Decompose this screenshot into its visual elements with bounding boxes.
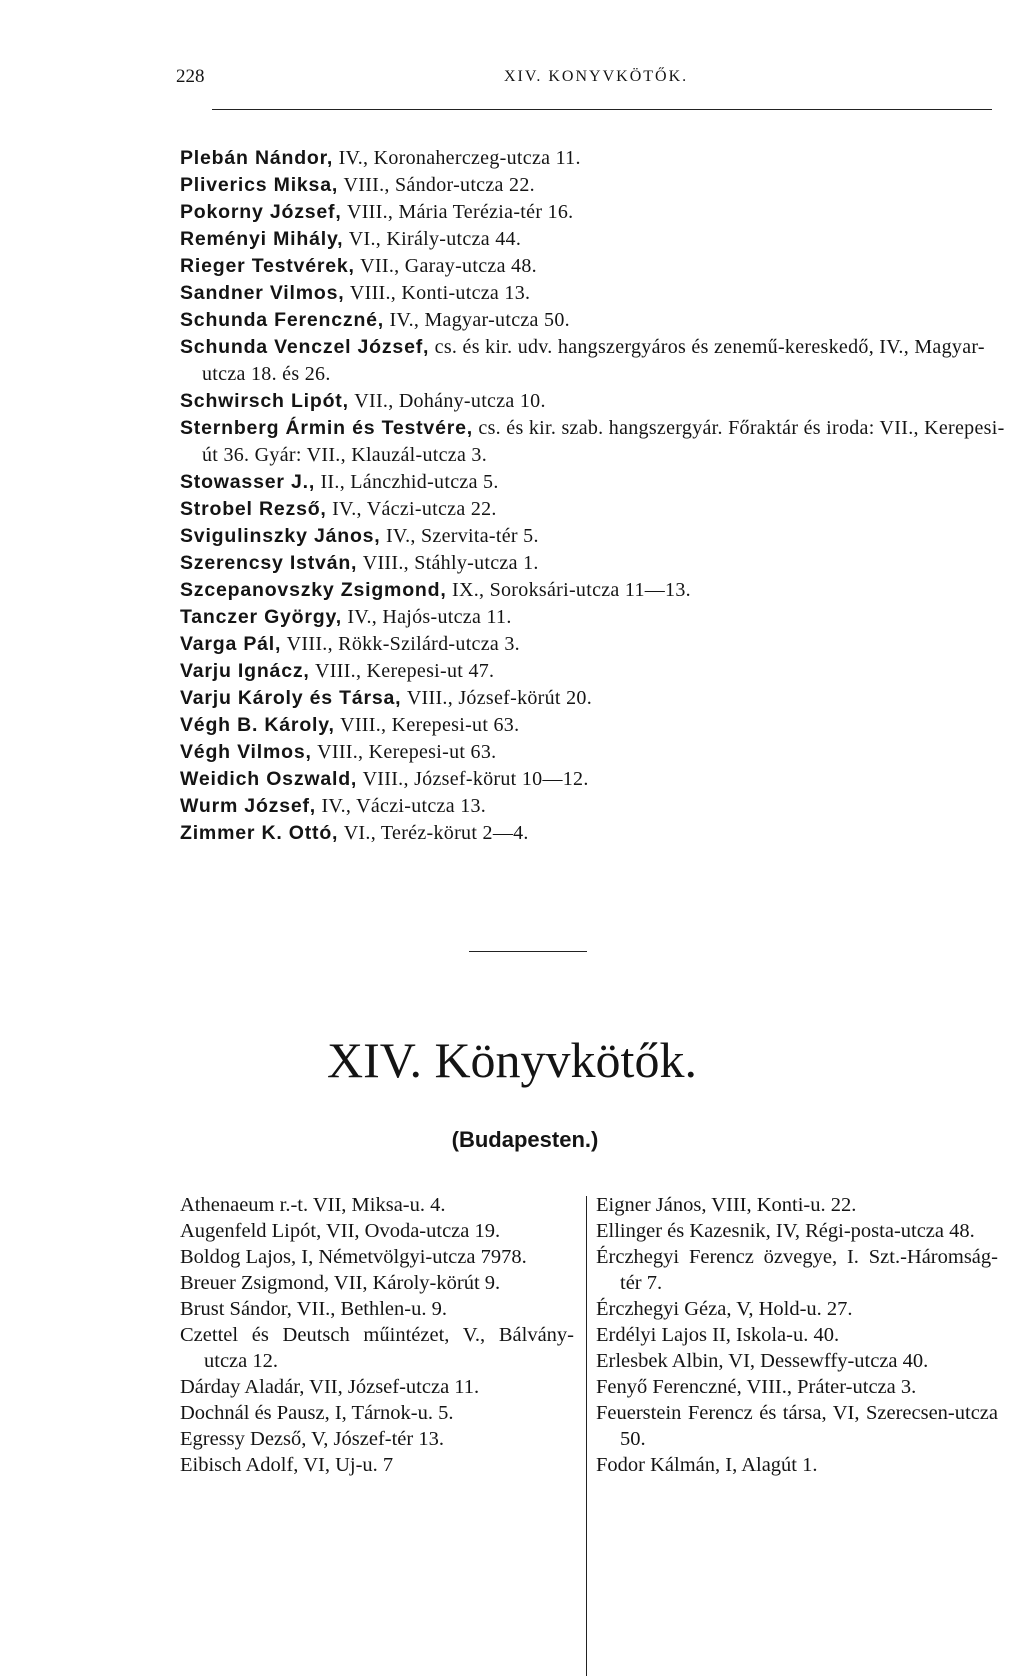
- directory-entry: [180, 577, 1006, 604]
- left-column: [180, 1192, 574, 1478]
- section-divider: [469, 951, 587, 952]
- list-item: Egressy Dezső, V, Jószef-tér 13.: [180, 1428, 444, 1450]
- entry-address: VIII., Kerepesi-ut 47.: [315, 660, 495, 682]
- entry-name: Szcepanovszky Zsigmond,: [180, 579, 447, 601]
- entry-address: IV., Szervita-tér 5.: [385, 525, 539, 547]
- directory-entry: [180, 172, 1006, 199]
- entry-address: VIII., József-körut 10—12.: [362, 768, 589, 790]
- section-subtitle: (Budapesten.): [451, 1127, 599, 1152]
- right-column: [596, 1192, 998, 1478]
- list-item: Czettel és Deutsch műintézet, V., Bálvány-utcza 12.: [180, 1324, 574, 1372]
- directory-entry: [180, 226, 1006, 253]
- directory-entry: [180, 820, 1006, 847]
- entry-address: IV., Hajós-utcza 11.: [347, 606, 512, 628]
- entry-name: Zimmer K. Ottó,: [180, 822, 339, 844]
- entry-address: VI., Teréz-körut 2—4.: [343, 822, 529, 844]
- directory-entry: [180, 469, 1006, 496]
- entry-name: Pliverics Miksa,: [180, 174, 339, 196]
- entry-address: VI., Király-utcza 44.: [348, 228, 522, 250]
- entry-address: cs. és kir. udv. hangszergyáros és zenemű-kereskedő, IV., Magyar-utcza 18. és 26.: [202, 336, 985, 385]
- directory-entry: [180, 766, 1006, 793]
- entry-name: Varju Károly és Társa,: [180, 687, 402, 709]
- entry-address: VIII., Kerepesi-ut 63.: [317, 741, 497, 763]
- list-item: Breuer Zsigmond, VII, Károly-körút 9.: [180, 1272, 501, 1294]
- entry-name: Schwirsch Lipót,: [180, 390, 349, 412]
- list-item: Erlesbek Albin, VI, Dessewffy-utcza 40.: [596, 1350, 929, 1372]
- entry-name: Pokorny József,: [180, 201, 342, 223]
- entry-address: IV., Koronaherczeg-utcza 11.: [338, 147, 581, 169]
- directory-entry: [180, 334, 1006, 388]
- directory-entry: [180, 739, 1006, 766]
- directory-entry: [180, 604, 1006, 631]
- entry-name: Reményi Mihály,: [180, 228, 344, 250]
- page-number: 228: [176, 66, 205, 87]
- entry-address: VIII., Sándor-utcza 22.: [343, 174, 535, 196]
- entry-address: IV., Váczi-utcza 13.: [321, 795, 487, 817]
- directory-entry: [180, 658, 1006, 685]
- list-item: Fodor Kálmán, I, Alagút 1.: [596, 1454, 818, 1476]
- directory-entry: [180, 550, 1006, 577]
- list-item: Eigner János, VIII, Konti-u. 22.: [596, 1194, 857, 1216]
- directory-entry: [180, 415, 1006, 469]
- directory-list: [180, 145, 1006, 847]
- directory-entry: [180, 793, 1006, 820]
- list-item: Ellinger és Kazesnik, IV, Régi-posta-utcza 48.: [596, 1220, 975, 1242]
- entry-name: Svigulinszky János,: [180, 525, 381, 547]
- list-item: Dochnál és Pausz, I, Tárnok-u. 5.: [180, 1402, 454, 1424]
- section-title: XIV. Könyvkötők.: [327, 1032, 697, 1088]
- directory-entry: [180, 199, 1006, 226]
- entry-address: VII., Garay-utcza 48.: [360, 255, 537, 277]
- list-item: Boldog Lajos, I, Németvölgyi-utcza 7978.: [180, 1246, 527, 1268]
- directory-entry: [180, 253, 1006, 280]
- entry-address: IV., Magyar-utcza 50.: [389, 309, 570, 331]
- list-item: Augenfeld Lipót, VII, Ovoda-utcza 19.: [180, 1220, 501, 1242]
- entry-name: Schunda Venczel József,: [180, 336, 430, 358]
- list-item: Feuerstein Ferencz és társa, VI, Szerecsen-utcza 50.: [596, 1402, 998, 1450]
- directory-entry: [180, 712, 1006, 739]
- list-item: Erdélyi Lajos II, Iskola-u. 40.: [596, 1324, 840, 1346]
- list-item: Érczhegyi Ferencz özvegye, I. Szt.-Háromság-tér 7.: [596, 1246, 998, 1294]
- list-item: Eibisch Adolf, VI, Uj-u. 7: [180, 1454, 394, 1476]
- directory-entry: [180, 145, 1006, 172]
- entry-address: VIII., Mária Terézia-tér 16.: [346, 201, 574, 223]
- directory-entry: [180, 631, 1006, 658]
- entry-address: IX., Soroksári-utcza 11—13.: [451, 579, 691, 601]
- entry-address: VIII., József-körút 20.: [406, 687, 592, 709]
- running-head: [176, 66, 996, 96]
- entry-address: VII., Dohány-utcza 10.: [354, 390, 546, 412]
- directory-entry: [180, 496, 1006, 523]
- column-divider: [586, 1196, 587, 1676]
- entry-address: VIII., Konti-utcza 13.: [349, 282, 531, 304]
- entry-name: Schunda Ferenczné,: [180, 309, 385, 331]
- entry-name: Varju Ignácz,: [180, 660, 310, 682]
- directory-entry: [180, 685, 1006, 712]
- entry-address: VIII., Kerepesi-ut 63.: [340, 714, 520, 736]
- entry-name: Tanczer György,: [180, 606, 342, 628]
- entry-address: II., Lánczhid-utcza 5.: [320, 471, 499, 493]
- header-rule: [212, 109, 992, 110]
- directory-entry: [180, 523, 1006, 550]
- entry-name: Weidich Oszwald,: [180, 768, 358, 790]
- directory-entry: [180, 307, 1006, 334]
- entry-address: cs. és kir. szab. hangszergyár. Főraktár és iroda: VII., Kerepesi-út 36. Gyár: VII., Klauzál-utcza 3.: [202, 417, 1005, 466]
- entry-name: Rieger Testvérek,: [180, 255, 355, 277]
- entry-name: Strobel Rezső,: [180, 498, 327, 520]
- directory-entry: [180, 388, 1006, 415]
- entry-address: VIII., Stáhly-utcza 1.: [362, 552, 539, 574]
- entry-name: Wurm József,: [180, 795, 317, 817]
- directory-entry: [180, 280, 1006, 307]
- list-item: Athenaeum r.-t. VII, Miksa-u. 4.: [180, 1194, 446, 1216]
- list-item: Brust Sándor, VII., Bethlen-u. 9.: [180, 1298, 447, 1320]
- entry-name: Plebán Nándor,: [180, 147, 334, 169]
- list-item: Érczhegyi Géza, V, Hold-u. 27.: [596, 1298, 853, 1320]
- entry-name: Varga Pál,: [180, 633, 282, 655]
- entry-name: Stowasser J.,: [180, 471, 316, 493]
- entry-address: VIII., Rökk-Szilárd-utcza 3.: [286, 633, 520, 655]
- list-item: Dárday Aladár, VII, József-utcza 11.: [180, 1376, 480, 1398]
- entry-address: IV., Váczi-utcza 22.: [332, 498, 497, 520]
- entry-name: Sternberg Ármin és Testvére,: [180, 417, 473, 439]
- running-title: XIV. KONYVKÖTŐK.: [504, 68, 689, 85]
- entry-name: Végh B. Károly,: [180, 714, 335, 736]
- entry-name: Sandner Vilmos,: [180, 282, 345, 304]
- entry-name: Szerencsy István,: [180, 552, 358, 574]
- list-item: Fenyő Ferenczné, VIII., Práter-utcza 3.: [596, 1376, 917, 1398]
- entry-name: Végh Vilmos,: [180, 741, 312, 763]
